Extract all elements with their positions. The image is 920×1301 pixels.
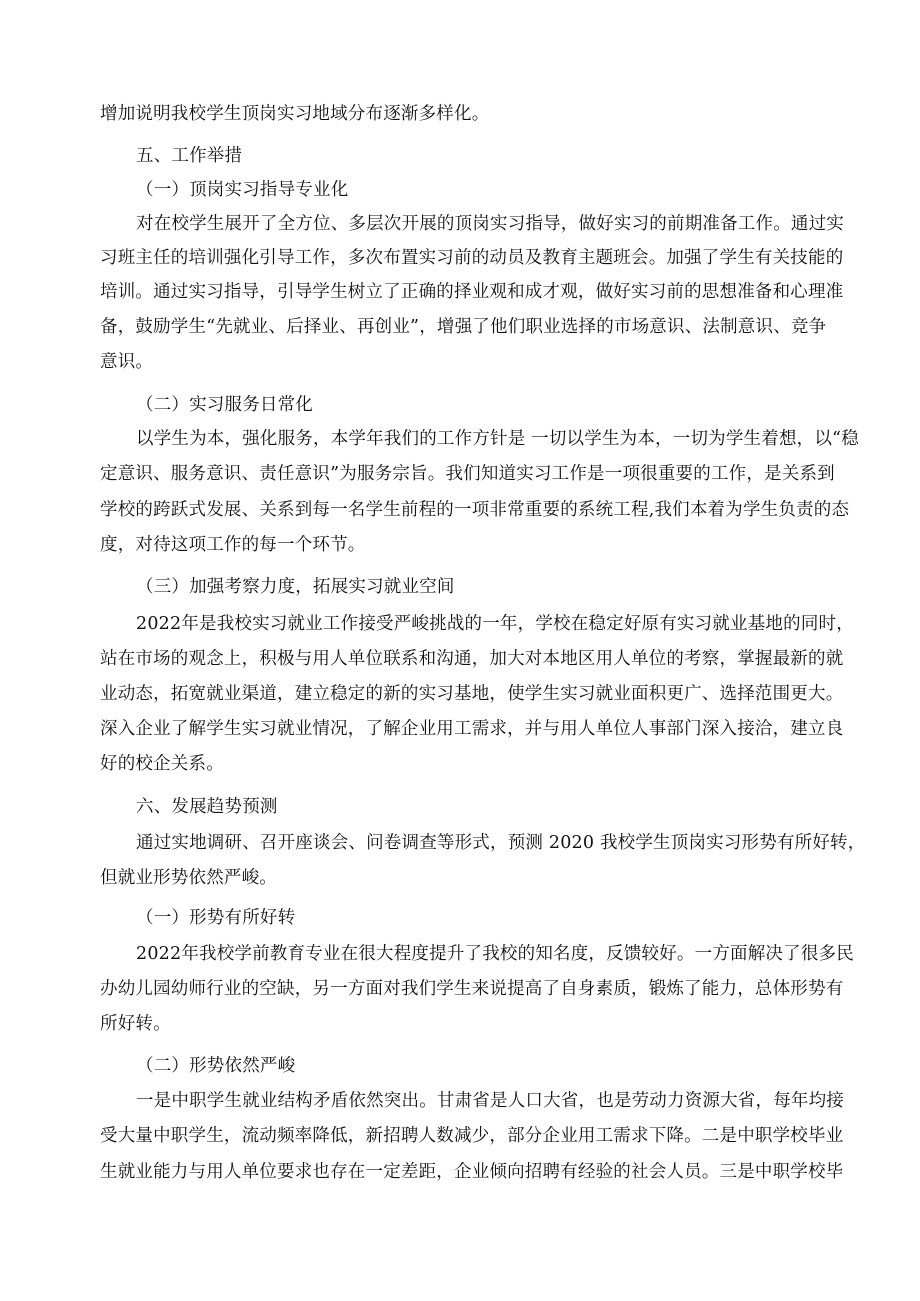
paragraph-line: 学校的跨跃式发展、关系到每一名学生前程的一项非常重要的系统工程,我们本着为学生负责的态 (100, 500, 850, 520)
paragraph-line: 办幼儿园幼师行业的空缺，另一方面对我们学生来说提高了自身素质，锻炼了能力，总体形势有 (100, 979, 844, 999)
paragraph-line: 受大量中职学生，流动频率降低，新招聘人数减少，部分企业用工需求下降。二是中职学校毕业 (100, 1126, 844, 1146)
subheading-6-2: （二）形势依然严峻 (136, 1056, 296, 1076)
paragraph-line: 业动态，拓宽就业渠道，建立稳定的新的实习基地，使学生实习就业面积更广、选择范围更大。 (100, 684, 844, 704)
subheading-5-2: （二）实习服务日常化 (136, 395, 313, 415)
paragraph-line: 对在校学生展开了全方位、多层次开展的顶岗实习指导，做好实习的前期准备工作。通过实 (136, 214, 844, 234)
paragraph-line: 但就业形势依然严峻。 (100, 868, 277, 888)
paragraph-line: 所好转。 (100, 1014, 171, 1034)
paragraph-line: 度，对待这项工作的每一个环节。 (100, 535, 366, 555)
paragraph-line: 好的校企关系。 (100, 754, 224, 774)
paragraph-line: 意识。 (100, 352, 154, 372)
subheading-5-3: （三）加强考察力度，拓展实习就业空间 (136, 577, 455, 597)
section-heading-5: 五、工作举措 (136, 146, 243, 166)
paragraph-line: 站在市场的观念上，积极与用人单位联系和沟通，加大对本地区用人单位的考察，掌握最新的就 (100, 649, 844, 669)
paragraph-line: 定意识、服务意识、责任意识”为服务宗旨。我们知道实习工作是一项很重要的工作，是关系到 (100, 464, 835, 484)
paragraph-line: 通过实地调研、召开座谈会、问卷调查等形式，预测 2020 我校学生顶岗实习形势有所好转， (136, 833, 866, 853)
subheading-5-1: （一）顶岗实习指导专业化 (136, 180, 349, 200)
paragraph-line: 备，鼓励学生“先就业、后择业、再创业”，增强了他们职业选择的市场意识、法制意识、竞争 (100, 317, 827, 337)
paragraph-line: 深入企业了解学生实习就业情况，了解企业用工需求，并与用人单位人事部门深入接洽，建立良 (100, 719, 844, 739)
paragraph-continuation: 增加说明我校学生顶岗实习地域分布逐渐多样化。 (100, 104, 490, 124)
section-heading-6: 六、发展趋势预测 (136, 797, 278, 817)
paragraph-line: 习班主任的培训强化引导工作，多次布置实习前的动员及教育主题班会。加强了学生有关技能的 (100, 248, 844, 268)
paragraph-line: 2022年我校学前教育专业在很大程度提升了我校的知名度，反馈较好。一方面解决了很多民 (136, 944, 854, 964)
paragraph-line: 以学生为本，强化服务，本学年我们的工作方针是 一切以学生为本，一切为学生着想，以“稳 (136, 429, 859, 449)
paragraph-line: 一是中职学生就业结构矛盾依然突出。甘肃省是人口大省，也是劳动力资源大省，每年均接 (136, 1091, 844, 1111)
subheading-6-1: （一）形势有所好转 (136, 908, 296, 928)
paragraph-line: 培训。通过实习指导，引导学生树立了正确的择业观和成才观，做好实习前的思想准备和心理准 (100, 282, 844, 302)
paragraph-line: 生就业能力与用人单位要求也存在一定差距，企业倾向招聘有经验的社会人员。三是中职学校毕 (100, 1162, 844, 1182)
paragraph-line: 2022年是我校实习就业工作接受严峻挑战的一年，学校在稳定好原有实习就业基地的同时， (136, 614, 854, 634)
